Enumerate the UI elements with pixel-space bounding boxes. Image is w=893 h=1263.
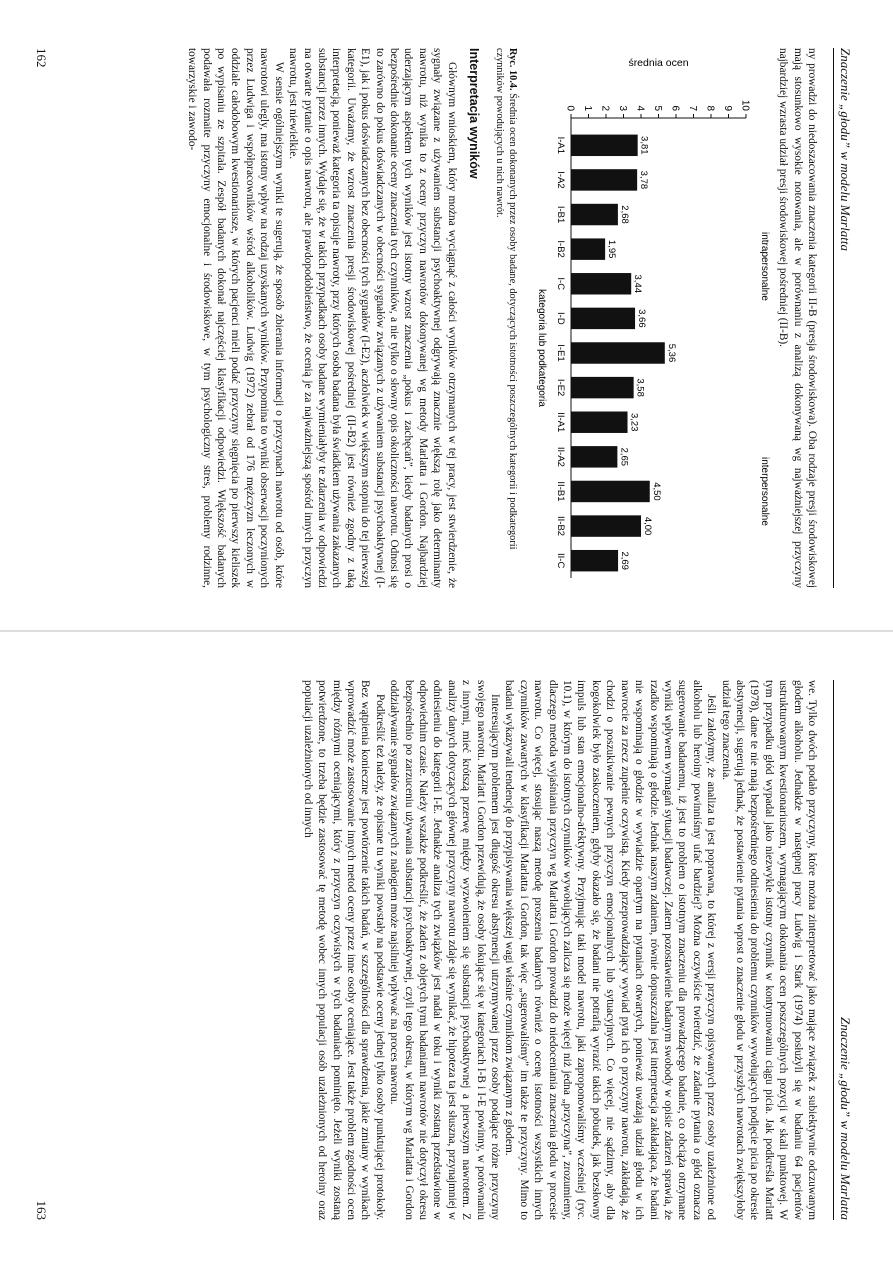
x-axis-label: kategoria lub podkategoria xyxy=(535,289,547,407)
bar xyxy=(571,550,618,571)
bar-chart-svg xyxy=(526,48,776,588)
page-number: 163 xyxy=(34,1200,49,1220)
running-head: Znaczenie „głodu” w modelu Marlatta xyxy=(833,680,853,1220)
y-tick-label: 0 xyxy=(564,105,576,111)
y-tick-label: 2 xyxy=(599,105,611,111)
body-paragraph: Jeśli założymy, że analiza ta jest poprawna, to której z wersji przyczyn opisywanych przez osoby uzależnione od alkoholu lub heroiny powinniśmy ufać bardziej? Można oczywiście twierdzić, że zadanie pytania o głód oznacza sugerowanie badanemu, iż jest to problem o istotnym znaczeniu dla prowadzącego badanie, co obciąża otrzymane wyniki wpływem wymagań sytuacji badawczej. Zatem pozostawienie badanym swobody w opisie zdarzeń sprawia, że rzadko wspominają o głodzie. Jednak naszym zdaniem, równie dopuszczalna jest interpretacja zakładająca, że badani nie wspominają o głodzie w wywiadzie opartym na pytaniach otwartych, ponieważ uważają udział głodu w ich nawrocie za rzecz zupełnie oczywistą. Kiedy przeprowadzający wywiad pyta ich o przyczyny nawrotu, zakładają, że chodzi o poszukiwanie pewnych przyczyn emocjonalnych lub sytuacyjnych. Co więcej, nie sądzimy, aby dla kogokolwiek było zaskoczeniem, gdyby okazało się, że badani nie potrafią wyrazić takich pobudek, jak bezsłowny impuls lub stan emocjonalno-afektywny. Przyjmując taki model nawrotu, jaki zaproponowaliśmy wcześniej (ryc. 10.1), w którym do istotnych czynników wywołujących zalicza się może więcej niż jedna „przyczyna”, zrozumiemy, dlaczego metoda wyjaśniania przyczyn wg Marlatta i Gordon prowadzi do niedoceniania znaczenia głodu w procesie nawrotu. Co więcej, stosując naszą metodę proszenia badanych również o ocenę istotności wszystkich innych czynników zawartych w klasyfikacji Marlatta i Gordon, tak więc „sugerowaliśmy” im także te przyczyny. Mimo to badani wykazywali tendencję do przypisywania większej wagi właśnie czynnikom związanym z głodem. xyxy=(503,680,718,1220)
running-head: Znaczenie „głodu” w modelu Marlatta xyxy=(833,48,853,588)
category-tick-label: II-B1 xyxy=(554,481,566,502)
y-tick-label: 4 xyxy=(634,105,646,111)
bar-value-label: 2,65 xyxy=(618,447,630,467)
body-paragraph: we. Tylko dwóch podało przyczyny, które można zinterpretować jako mające związek z subiektywnie odczuwanym głodem alkoholu. Jednakże w następnej pracy Ludwig i Stark (1974) posłużyli się w badaniu 64 pacjentów ustrukturowanym kwestionariuszem, wymagającym dokonania ocen poszczególnych pozycji w skali punktowej. W tym przypadku głód wypadal jako niezwykle istotny czynnik w kontynuowaniu ciągu picia. Jak podkreśla Marlatt (1978), dane te nie mają bezpośredniego odniesienia do problemu czynników wywołujących podjęcie picia po okresie abstynencji, sugerują jednak, że postawienie pytania wprost o znaczenie głodu w przyszłych nawrotach zwiększyłoby udział tego znaczenia. xyxy=(719,680,818,1220)
y-tick-label: 10 xyxy=(739,99,751,111)
category-tick-label: I-E2 xyxy=(554,378,566,397)
bar xyxy=(571,377,634,398)
category-tick-label: I-C xyxy=(554,277,566,291)
y-tick-label: 8 xyxy=(704,105,716,111)
section-title: Interpretacja wyników xyxy=(466,48,481,179)
category-tick-label: I-D xyxy=(554,312,566,325)
bar xyxy=(571,481,650,502)
bar xyxy=(571,135,638,156)
group-label-interpersonal: interpersonalne xyxy=(758,456,770,526)
bar xyxy=(571,446,617,467)
page-number: 162 xyxy=(34,48,49,68)
body-paragraph: W sensie ogólniejszym wyniki te sugerują, że sposób zbierania informacji o przyczynach nawrotu od osób, które nawrotowi ulegly, ma istotny wpływ na rodzaj uzyskanych wyników. Przypomina to wyniki obserwacji poczynionych przez Ludwiga i współpracowników wśród alkoholików. Ludwig (1972) zebrał od 176 mężczyzn leczonych w oddziale całodobowym kwestionariusze, w których pacjenci mieli podać przyczyny sięgnięcia po pierwszy kieliszek po wypisaniu ze szpitala. Zespół badanych dokonał najczęściej klasyfikacji odpowiedzi. Większość badanych podawała rozmaite przyczyny emocjonalne i środowiskowe, w tym psychologiczny stres, problemy rodzinne, towarzyskie i zawodo- xyxy=(186,48,285,588)
left-page xyxy=(0,0,893,631)
bar-value-label: 5,36 xyxy=(665,343,677,363)
y-tick-label: 5 xyxy=(651,105,663,111)
bar xyxy=(571,169,637,190)
category-tick-label: I-A2 xyxy=(554,171,566,189)
y-tick-label: 1 xyxy=(581,105,593,111)
bar xyxy=(571,342,665,363)
category-tick-label: II-A1 xyxy=(554,412,566,433)
right-page-body xyxy=(33,680,853,1220)
y-axis-label: średnia ocen xyxy=(628,57,689,69)
body-paragraph: Interesującym problemem jest długość okresu abstynencji utrzymywanej przez osoby podające różne przyczyny swojego nawrotu. Marlatt i Gordon przewidują, że osoby lokujące się w kategoriach I-B i I-E powinny, w porównaniu z innymi, mieć krótszą przerwę między wyzwoleniem się substancji psychoaktywnej a pierwszym nawrotem. Z analizy danych dotyczących głównej przyczyny nawrotu zdaje się wynikać, że hipoteza ta jest słuszna, przynajmniej w odniesieniu do kategorii I-E. Jednakże analiza tych związków jest nadal w toku i wyniki zostaną przedstawione w odpowiednim czasie. Należy wszakże podkreślić, że żaden z objetych tymi badaniami nawrotów nie dotyczył okresu bezpośrednio po zarzuceniu używania substancji psychoaktywnej, czyli tego okresu, w którym wg Marlatta i Gordon oddziaływanie sygnałów związanych z nałogiem może najsilniej wpływać na proces nawrotu. xyxy=(388,680,502,1220)
bar-value-label: 3,78 xyxy=(637,170,649,190)
y-tick-label: 3 xyxy=(616,105,628,111)
bar-value-label: 3,58 xyxy=(634,378,646,397)
figure-caption-label: Ryc. 10.4. xyxy=(506,48,518,91)
category-tick-label: I-B2 xyxy=(554,240,566,258)
bar-value-label: 3,81 xyxy=(638,136,650,155)
bar-value-label: 4,50 xyxy=(650,482,662,501)
bar-value-label: 3,66 xyxy=(635,309,647,328)
body-paragraph: Głównym wnioskiem, który można wyciągnąć z całości wyników otrzymanych w tej pracy, jest stwierdzenie, że sygnały związane z używaniem substancji psychoaktywnej odgrywają znacznie większą rolę jako determinanty nawrotu, niż wynika to z oceny przyczyn nawrotów dokonywanej wg metody Marlatta i Gordon. Najbardziej uderzającym aspektem tych wyników jest istotny wzrost znaczenia „pokus i zachęcań”, kiedy badanych prosi o bezpośrednie dokonanie oceny znaczenia tych czynników, a nie tylko o słowny opis okoliczności nawrotu. Odnosi się to zarówno do pokus doświadczanych w obecności sygnałów związanych z używaniem substancji psychoaktywnej (I-E1), jak i pokus doświadczanych bez obecności tych sygnałów (I-E2), aczłolwiek w większym stopniu do tej pierwszej kategorii. Uważamy, że wzrost znaczenia presji środowiskowej pośredniej (II-B2) jest również zgodny z taką interpretacją, ponieważ kategoria ta opisuje nawroty, przy których osoba badana była świadkiem używania zakazanych substancji przez innych. Wydaje się, że w takich przypadkach osoby badane wymieniałyby te zdarzenia w odpowiedzi na otwarte pytanie o opis nawrotu, ale prawdopodobieństwo, że ocenią je za najważniejszą spośród innych przyczyn nawrotu, jest niewielkie. xyxy=(287,48,458,588)
category-tick-label: I-B1 xyxy=(554,205,566,224)
bar-value-label: 2,69 xyxy=(618,551,630,570)
category-tick-label: I-E1 xyxy=(554,344,566,362)
bar xyxy=(571,515,641,536)
body-paragraph: Podkreślić też należy, że opisane tu wyniki powstały na podstawie oceny jednej tylko osoby punktującej protokoły. Bez wątpienia konieczne jest powtórzenie takich badań, w szczególności dla sprawdzenia, jakie zmiany w wynikach wprowadzić może zastosowanie innych metod oceny przez inne osoby oceniające. Jest także problem zgodności ocen między różnymi oceniającymi, który z przyczyn oczywistych w tych badaniach pominięto. Jeżeli wyniki zostaną potwierdzone, to trzeba będzie zastosować tę metodę wobec innych populacji osób uzależnionych od heroiny oraz populacji uzależnionych od innych xyxy=(301,680,386,1220)
bar-value-label: 4,00 xyxy=(641,516,653,536)
left-page-body xyxy=(33,48,853,588)
bar xyxy=(571,238,605,259)
category-tick-label: II-A2 xyxy=(554,446,566,467)
right-page-content xyxy=(0,632,893,1263)
category-tick-label: II-B2 xyxy=(554,516,566,537)
figure-caption-text: Średnia ocen dokonanych przez osoby badane, dotyczących istotności poszczególnych kategorii i podkategorii czynników powodujących u nich nawrót. xyxy=(494,48,518,550)
bar xyxy=(571,308,635,329)
intro-paragraph: ny prowadzi do niedoszacowania znaczenia kategorii II-B (presja środowiskowa). Oba rodzaje presji środowiskowej mają stosunkowo wysokie notowania, ale w porównaniu z analizą dokonywaną wg najważniejszej przyczyny najbardziej wzrasta udział presji środowiskowej pośredniej (II-B). xyxy=(777,48,818,588)
category-tick-label: I-A1 xyxy=(554,136,566,155)
group-label-intrapersonal: intrapersonalne xyxy=(758,231,770,301)
category-tick-label: II-C xyxy=(554,553,566,569)
bar xyxy=(571,273,631,294)
y-tick-label: 9 xyxy=(721,105,733,111)
right-page xyxy=(0,632,893,1263)
bar-value-label: 1,95 xyxy=(605,239,617,259)
y-tick-label: 7 xyxy=(686,105,698,111)
y-tick-label: 6 xyxy=(669,105,681,111)
figure-caption xyxy=(493,48,518,588)
bar-value-label: 3,23 xyxy=(628,412,640,432)
bar xyxy=(571,204,618,225)
bar-value-label: 2,68 xyxy=(618,205,630,224)
left-page-content xyxy=(0,0,893,631)
bar xyxy=(571,412,628,433)
bar-value-label: 3,44 xyxy=(631,274,643,294)
bar-chart xyxy=(526,48,776,588)
